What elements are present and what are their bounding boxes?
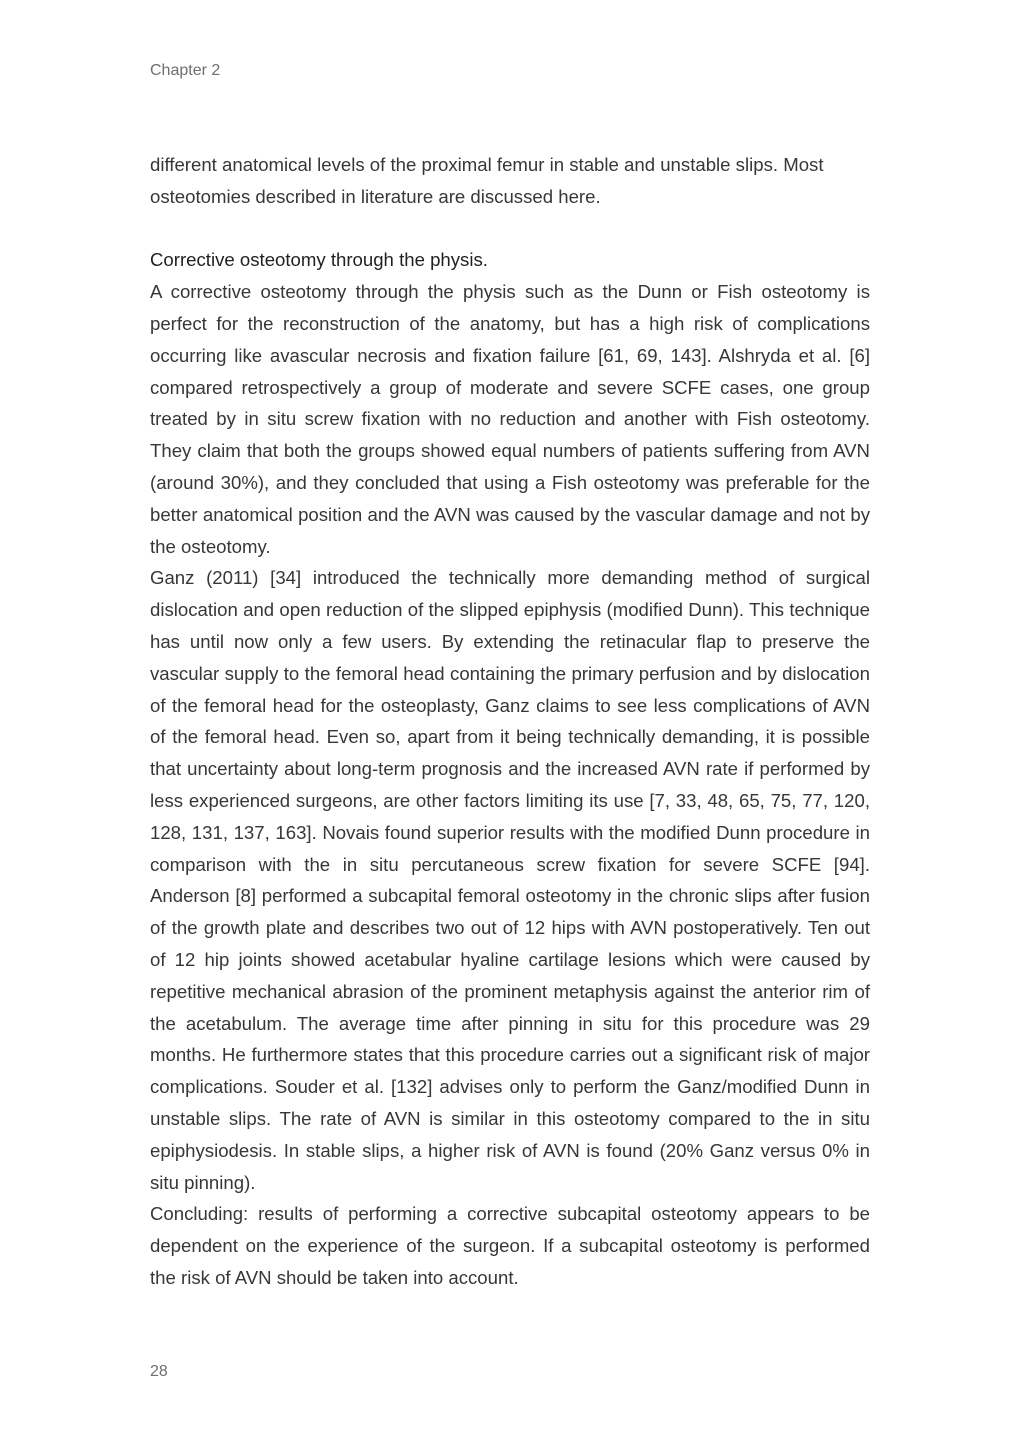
running-head: Chapter 2 (150, 62, 221, 79)
section-heading: Corrective osteotomy through the physis. (150, 249, 488, 271)
paragraph-2: Ganz (2011) [34] introduced the technically more demanding method of surgical dislocation and open reduction of the slipped epiphysis (modified Dunn). This technique has until now only a few users. By extending the retinacular flap to preserve the vascular supply to the femoral head containing the primary perfusion and by dislocation of the femoral head for the osteoplasty, Ganz claims to see less complications of AVN of the femoral head. Even so, apart from it being technically demanding, it is possible that uncertainty about long-term prognosis and the increased AVN rate if performed by less experienced surgeons, are other factors limiting its use [7, 33, 48, 65, 75, 77, 120, 128, 131, 137, 163]. Novais found superior results with the modified Dunn procedure in comparison with the in situ percutaneous screw fixation for severe SCFE [94]. Anderson [8] performed a subcapital femoral osteotomy in the chronic slips after fusion of the growth plate and describes two out of 12 hips with AVN postoperatively. Ten out of 12 hip joints showed acetabular hyaline cartilage lesions which were caused by repetitive mechanical abrasion of the prominent metaphysis against the anterior rim of the acetabulum. The average time after pinning in situ for this procedure was 29 months. He furthermore states that this procedure carries out a significant risk of major complications. Souder et al. [132] advises only to perform the Ganz/modified Dunn in unstable slips. The rate of AVN is similar in this osteotomy compared to the in situ epiphysiodesis. In stable slips, a higher risk of AVN is found (20% Ganz versus 0% in situ pinning). (150, 567, 870, 1193)
page-number: 28 (150, 1363, 168, 1380)
paragraph-1: A corrective osteotomy through the physis such as the Dunn or Fish osteotomy is perfect for the reconstruction of the anatomy, but has a high risk of complications occurring like avascular necrosis and fixation failure [61, 69, 143]. Alshryda et al. [6] compared retrospectively a group of moderate and severe SCFE cases, one group treated by in situ screw fixation with no reduction and another with Fish osteotomy. They claim that both the groups showed equal numbers of patients suffering from AVN (around 30%), and they concluded that using a Fish osteotomy was preferable for the better anatomical position and the AVN was caused by the vascular damage and not by the osteotomy. (150, 281, 870, 557)
paragraph-3: Concluding: results of performing a corrective subcapital osteotomy appears to be dependent on the experience of the surgeon. If a subcapital osteotomy is performed the risk of AVN should be taken into account. (150, 1203, 870, 1288)
intro-paragraph: different anatomical levels of the proximal femur in stable and unstable slips. Most osteotomies described in literature are discussed here. (150, 154, 824, 207)
body-text (150, 149, 870, 1294)
